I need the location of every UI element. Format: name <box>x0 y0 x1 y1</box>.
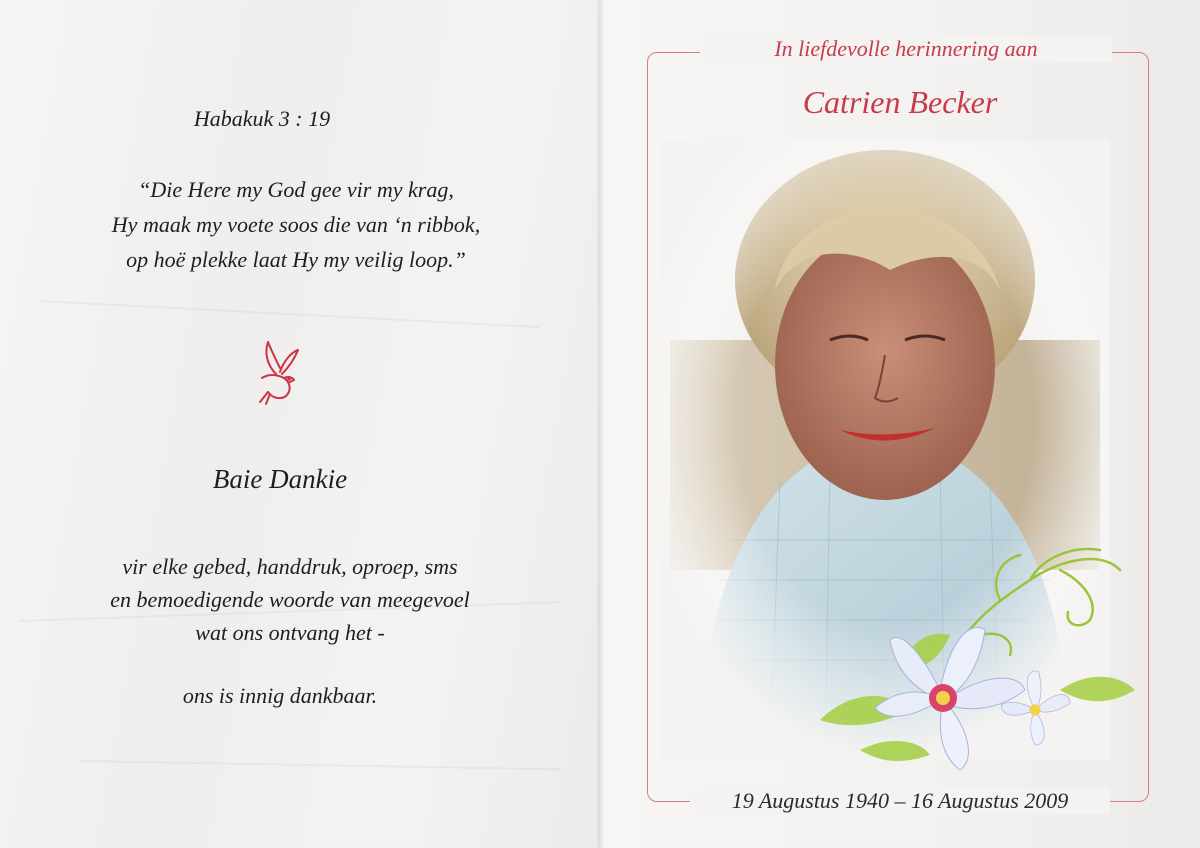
thanks-line: en bemoedigende woorde van meegevoel <box>110 587 470 612</box>
page-fold <box>596 0 604 848</box>
verse-line: Hy maak my voete soos die van ‘n ribbok, <box>111 212 481 237</box>
thanks-title: Baie Dankie <box>212 464 348 494</box>
verse-line: op hoë plekke laat Hy my veilig loop.” <box>126 247 466 272</box>
thanks-line: vir elke gebed, handdruk, oproep, sms <box>122 554 458 579</box>
lily-flower-illustration <box>800 540 1140 780</box>
thanks-body <box>20 550 560 649</box>
dove-icon <box>254 338 304 408</box>
life-dates: 19 Augustus 1940 – 16 Augustus 2009 <box>690 788 1110 814</box>
verse-text <box>16 172 576 277</box>
thanks-line: wat ons ontvang het - <box>195 620 385 645</box>
verse-reference: Habakuk 3 : 19 <box>193 106 331 131</box>
verse-line: “Die Here my God gee vir my krag, <box>138 177 454 202</box>
deceased-name: Catrien Becker <box>802 84 998 120</box>
thanks-closing: ons is innig dankbaar. <box>182 683 378 708</box>
memorial-heading: In liefdevolle herinnering aan <box>700 36 1112 62</box>
